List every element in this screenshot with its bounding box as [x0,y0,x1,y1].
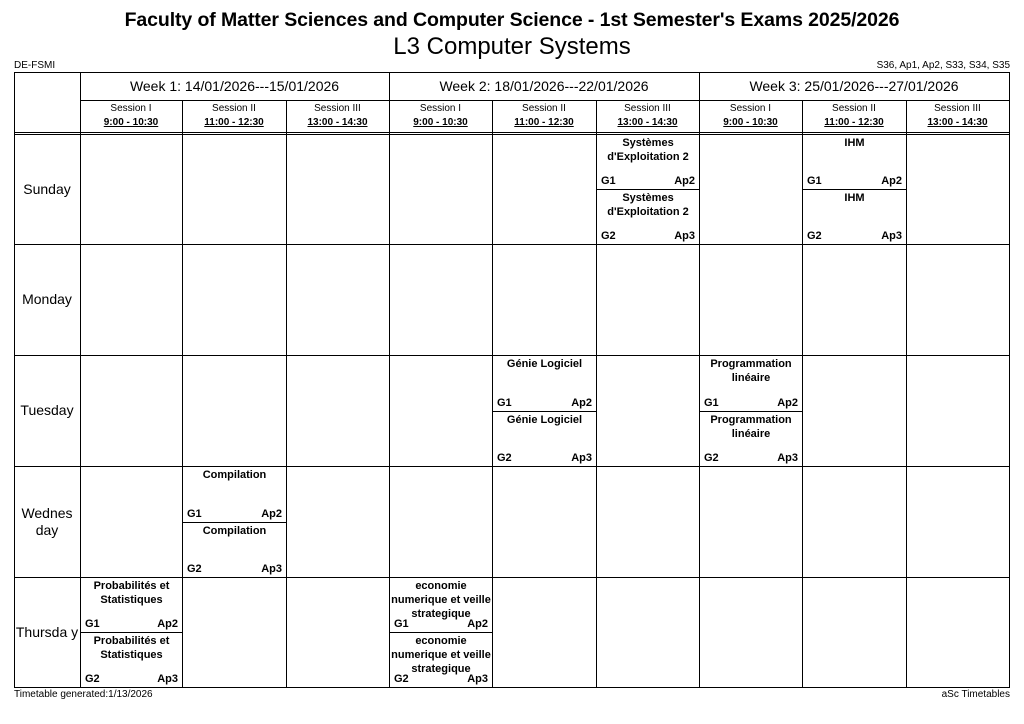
exam-group: G2 [601,230,616,242]
exam-room: Ap2 [881,175,902,187]
exam-group: G1 [394,618,409,630]
exam-group: G2 [85,673,100,685]
exam-room: Ap2 [157,618,178,630]
exam-room: Ap2 [571,396,592,409]
exam-card[interactable] [81,632,182,687]
exam-subject: Systèmes d'Exploitation 2 [607,137,689,163]
session-header [389,102,492,134]
session-divider [906,100,907,687]
session-name: Session I [729,103,772,114]
exam-group: G1 [704,396,719,409]
exam-subject: Programmation linéaire [710,413,792,440]
session-name: Session III [314,103,361,114]
session-header [80,102,182,134]
week-header: Week 2: 18/01/2026---22/01/2026 [439,78,649,94]
room-list: S36, Ap1, Ap2, S33, S34, S35 [876,60,1010,71]
session-time: 9:00 - 10:30 [103,117,159,128]
session-header [286,102,389,134]
session-time: 13:00 - 14:30 [617,117,678,128]
exam-room: Ap2 [467,618,488,630]
exam-room: Ap2 [261,507,282,520]
exam-group: G2 [704,452,719,464]
session-time: 9:00 - 10:30 [413,117,468,128]
exam-card[interactable] [390,577,492,632]
exam-group: G2 [497,452,512,464]
exam-card[interactable] [700,355,802,411]
faculty-code: DE-FSMI [14,60,56,71]
exam-group: G1 [497,396,512,409]
exam-room: Ap3 [674,230,695,242]
session-time: 11:00 - 12:30 [824,117,884,128]
exam-group: G1 [601,175,616,187]
exam-group: G1 [85,618,100,630]
exam-subject: IHM [844,137,865,149]
exam-room: Ap3 [571,452,592,464]
exam-card[interactable] [597,189,699,244]
exam-card[interactable] [493,355,596,411]
week-header: Week 1: 14/01/2026---15/01/2026 [129,78,340,94]
exam-subject: IHM [844,192,865,204]
day-label: Monday [22,291,72,307]
session-name: Session II [212,103,256,114]
session-header [182,102,286,134]
session-header [802,102,906,134]
exam-room: Ap3 [157,673,178,685]
session-name: Session II [832,103,876,114]
exam-room: Ap3 [881,230,902,242]
exam-subject: economie numerique et veille strategique [391,580,491,620]
generated-date: Timetable generated:1/13/2026 [14,689,153,700]
exam-room: Ap3 [777,452,798,464]
page-title: Faculty of Matter Sciences and Computer Science - 1st Semester's Exams 2025/2026 [124,9,900,31]
exam-card[interactable] [803,189,906,244]
day-label: Wednes day [21,504,73,538]
exam-subject: Probabilités et Statistiques [93,635,170,661]
session-time: 11:00 - 12:30 [514,117,574,128]
class-title: L3 Computer Systems [393,33,631,60]
day-label: Sunday [23,180,71,197]
exam-room: Ap3 [467,673,488,685]
day-label: Tuesday [20,402,74,418]
session-time: 9:00 - 10:30 [723,117,778,128]
exam-subject: economie numerique et veille strategique [391,635,491,675]
day-row-divider [14,244,1009,245]
session-header [906,102,1009,134]
exam-subject: Génie Logiciel [506,413,583,426]
exam-room: Ap2 [674,175,695,187]
session-header [492,102,596,134]
session-time: 13:00 - 14:30 [307,117,368,128]
exam-card[interactable] [803,134,906,189]
exam-subject: Probabilités et Statistiques [93,580,170,606]
exam-subject: Génie Logiciel [506,358,583,370]
week-header-divider [80,100,1009,101]
exam-group: G2 [187,563,202,575]
session-divider [182,100,183,687]
session-time: 13:00 - 14:30 [927,117,988,128]
session-divider [286,100,287,687]
exam-group: G1 [807,175,822,187]
exam-group: G2 [394,673,409,685]
session-header [699,102,802,134]
exam-subject: Compilation [202,524,267,537]
session-name: Session I [419,103,462,114]
session-name: Session III [934,103,981,114]
exam-room: Ap3 [261,563,282,575]
exam-subject: Programmation linéaire [710,358,792,384]
exam-subject: Compilation [202,469,267,481]
exam-subject: Systèmes d'Exploitation 2 [607,192,689,218]
session-time: 11:00 - 12:30 [204,117,264,128]
timetable-grid [14,72,1010,688]
exam-group: G1 [187,507,202,520]
exam-card[interactable] [390,632,492,687]
session-name: Session III [624,103,671,114]
software-brand: aSc Timetables [941,689,1010,700]
week-header: Week 3: 25/01/2026---27/01/2026 [749,78,959,94]
exam-card[interactable] [81,577,182,632]
exam-card[interactable] [700,411,802,467]
session-name: Session I [110,103,152,114]
session-name: Session II [522,103,566,114]
exam-card[interactable] [597,134,699,189]
session-header [596,102,699,134]
day-row-divider [14,466,1009,467]
exam-group: G2 [807,230,822,242]
day-label: Thursda y [15,623,79,640]
exam-card[interactable] [493,411,596,467]
exam-card[interactable] [183,466,286,522]
exam-card[interactable] [183,522,286,578]
exam-room: Ap2 [777,396,798,409]
